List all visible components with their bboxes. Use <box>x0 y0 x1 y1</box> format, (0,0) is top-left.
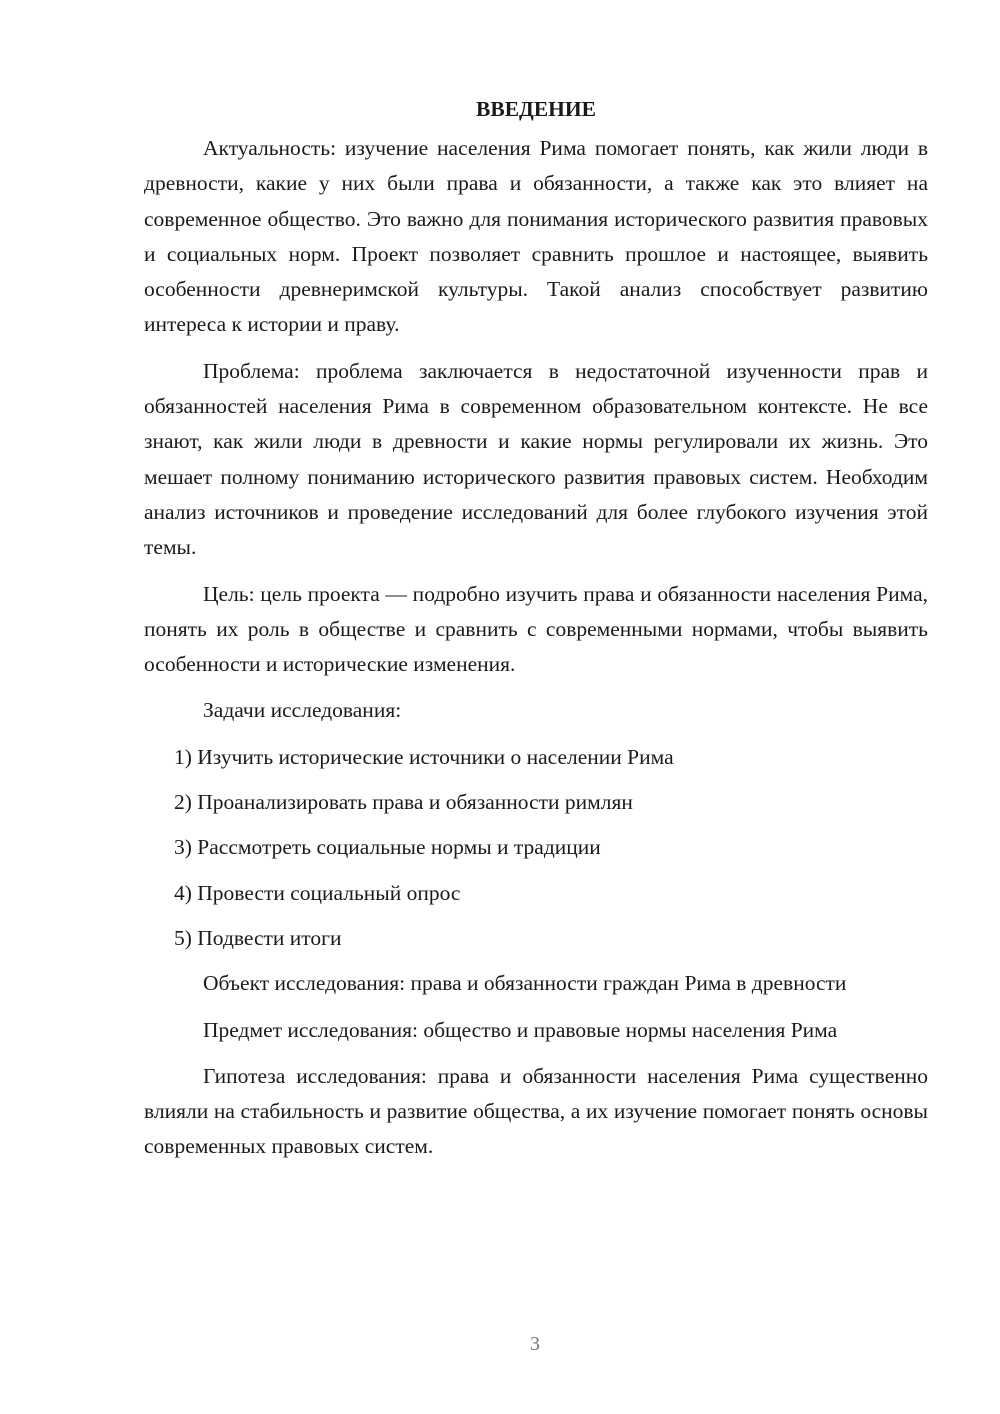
problem-paragraph: Проблема: проблема заключается в недостаточной изученности прав и обязанностей населения Рима в современном образовательном контексте. Не все знают, как жили люди в древности и какие нормы регулировали их жизнь. Это мешает полному пониманию исторического развития правовых систем. Необходим анализ источников и проведение исследований для более глубокого изучения этой темы. <box>144 358 928 560</box>
task-item: 3) Рассмотреть социальные нормы и традиции <box>174 835 601 860</box>
relevance-paragraph: Актуальность: изучение населения Рима помогает понять, как жили люди в древности, какие у них были права и обязанности, а также как это влияет на современное общество. Это важно для понимания исторического развития правовых и социальных норм. Проект позволяет сравнить прошлое и настоящее, выявить особенности древнеримской культуры. Такой анализ способствует развитию интереса к истории и праву. <box>144 136 928 337</box>
goal-paragraph: Цель: цель проекта — подробно изучить права и обязанности населения Рима, понять их роль в обществе и сравнить с современными нормами, чтобы выявить особенности и исторические изменения. <box>144 581 928 677</box>
hypothesis-paragraph: Гипотеза исследования: права и обязанности населения Рима существенно влияли на стабильность и развитие общества, а их изучение помогает понять основы современных правовых систем. <box>144 1063 928 1159</box>
subject-paragraph: Предмет исследования: общество и правовые нормы населения Рима <box>203 1017 838 1042</box>
task-item: 1) Изучить исторические источники о населении Рима <box>174 744 674 769</box>
tasks-heading: Задачи исследования: <box>203 698 402 723</box>
object-paragraph: Объект исследования: права и обязанности граждан Рима в древности <box>203 971 847 996</box>
task-item: 5) Подвести итоги <box>174 925 342 950</box>
document-page <box>144 92 928 1176</box>
page-number: 3 <box>530 1333 540 1355</box>
task-list <box>144 740 928 956</box>
task-item: 2) Проанализировать права и обязанности римлян <box>174 790 633 815</box>
task-item: 4) Провести социальный опрос <box>174 880 461 905</box>
page-title: ВВЕДЕНИЕ <box>476 97 596 121</box>
